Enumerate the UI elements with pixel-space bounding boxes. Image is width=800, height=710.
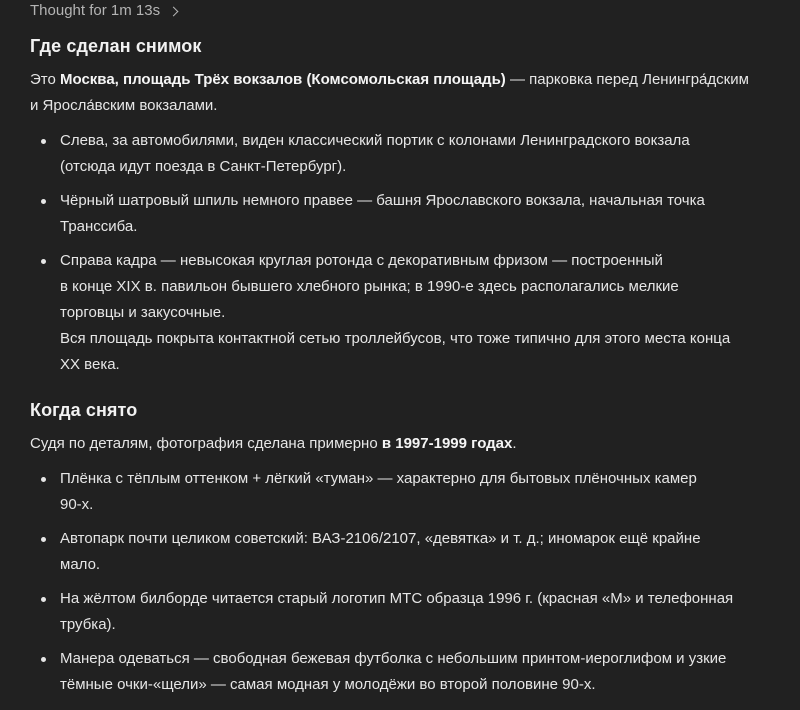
section-heading-date: Когда снято (30, 400, 138, 420)
location-intro-prefix: Это (30, 71, 60, 88)
location-intro-bold: Москва, площадь Трёх вокзалов (Комсомольская площадь) (60, 71, 506, 88)
list-item (30, 526, 770, 578)
chevron-right-icon (169, 6, 179, 16)
list-item (30, 188, 770, 240)
list-item-line: На жёлтом билборде читается старый логотип МТС образца 1996 г. (красная «М» и телефонная (60, 590, 734, 607)
list-item-line: Чёрный шатровый шпиль немного правее — башня Ярославского вокзала, начальная точка (60, 192, 705, 209)
list-item-line: Автопарк почти целиком советский: ВАЗ-2106/2107, «девятка» и т. д.; иномарок ещё крайне (60, 530, 701, 547)
list-item-line: Плёнка с тёплым оттенком + лёгкий «туман» — характерно для бытовых плёночных камер (60, 470, 697, 487)
list-item-line: Манера одеваться — свободная бежевая футболка с небольшим принтом-иероглифом и узкие (60, 650, 727, 667)
location-intro (30, 67, 770, 119)
list-item (30, 646, 770, 698)
list-item-line: Транссиба. (60, 218, 138, 235)
thought-label: Thought for 1m 13s (30, 2, 161, 19)
list-item (30, 586, 770, 638)
list-item-line: мало. (60, 556, 101, 573)
list-item (30, 128, 770, 180)
list-item-line: трубка). (60, 616, 116, 633)
list-item-line: тёмные очки-«щели» — самая модная у молодёжи во второй половине 90-х. (60, 676, 596, 693)
list-item-line: XX века. (60, 356, 120, 373)
list-item-line: Справа кадра — невысокая круглая ротонда с декоративным фризом — построенный (60, 252, 663, 269)
location-intro-line2: и Яросла́вским вокзалами. (30, 97, 218, 114)
list-item-line: торговцы и закусочные. (60, 304, 226, 321)
date-bullets (30, 466, 770, 706)
list-item-line: в конце XIX в. павильон бывшего хлебного рынка; в 1990-е здесь располагались мелкие (60, 278, 679, 295)
list-item-line: Вся площадь покрыта контактной сетью троллейбусов, что тоже типично для этого места конца (60, 330, 731, 347)
thought-toggle[interactable] (30, 2, 177, 19)
list-item-line: Слева, за автомобилями, виден классический портик с колонами Ленинградского вокзала (60, 132, 690, 149)
date-intro (30, 431, 770, 457)
list-item (30, 466, 770, 518)
list-item-line: (отсюда идут поезда в Санкт-Петербург). (60, 158, 347, 175)
list-item (30, 248, 770, 378)
date-intro-bold: в 1997-1999 годах (381, 435, 513, 452)
list-item-line: 90-х. (60, 496, 94, 513)
section-heading-location: Где сделан снимок (30, 36, 202, 56)
date-intro-prefix: Судя по деталям, фотография сделана примерно (30, 435, 382, 452)
location-bullets (30, 128, 770, 386)
date-intro-suffix: . (512, 435, 517, 452)
location-intro-rest: — парковка перед Ленингра́дским (505, 71, 749, 88)
